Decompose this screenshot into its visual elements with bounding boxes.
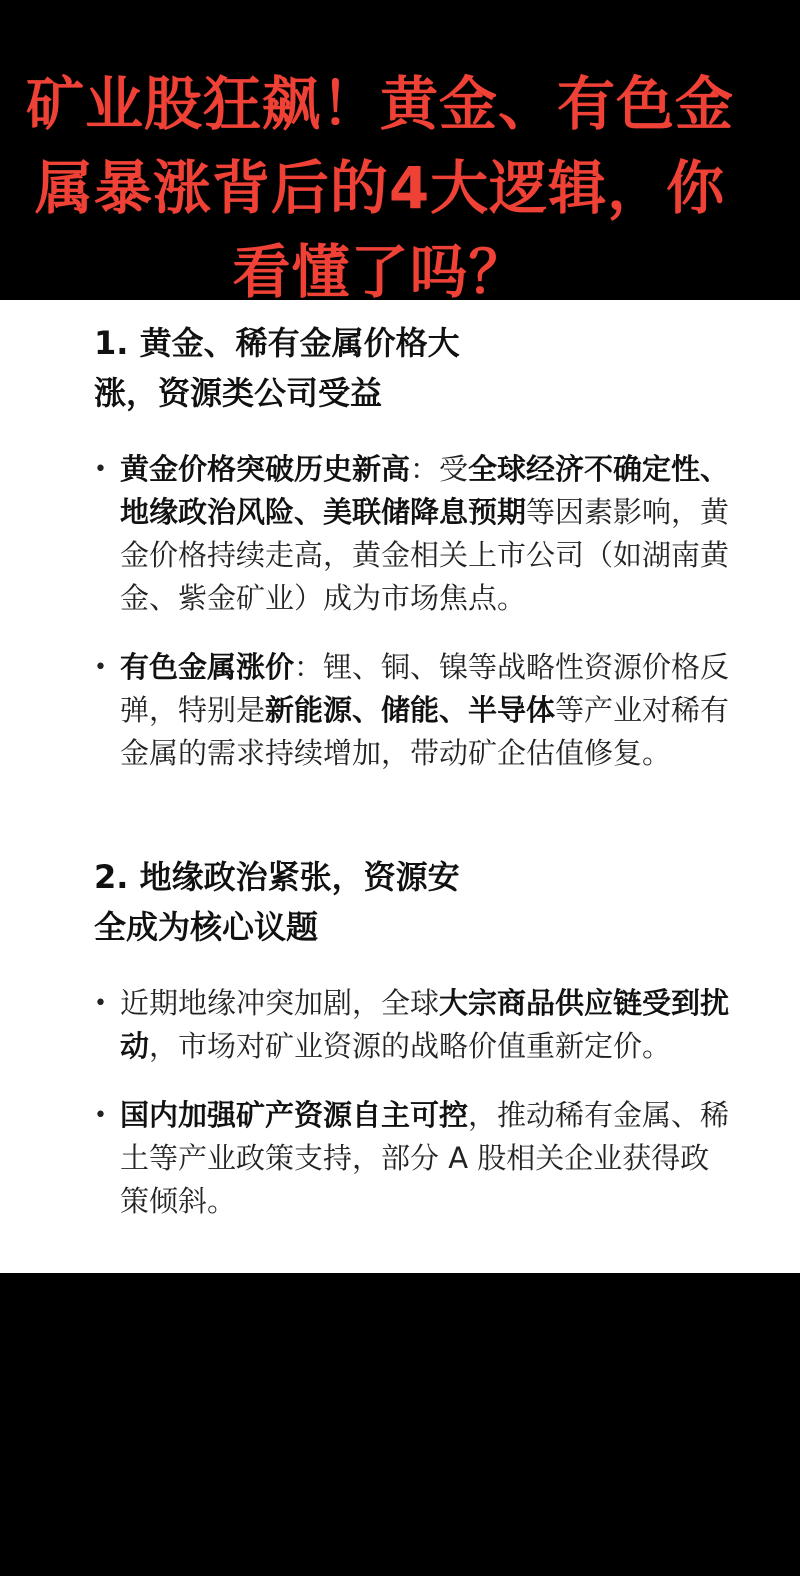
section-title: 2. 地缘政治紧张，资源安全成为核心议题 <box>94 858 460 946</box>
bullet-list <box>94 982 734 1223</box>
bullet-marker: • <box>94 991 107 1016</box>
bullet-text: 黄金价格突破历史新高：受全球经济不确定性、地缘政治风险、美联储降息预期等因素影响，黄金价格持续走高，黄金相关上市公司（如湖南黄金、紫金矿业）成为市场焦点。 <box>120 452 730 615</box>
section-2 <box>94 852 734 1249</box>
headline: 矿业股狂飙！黄金、有色金属暴涨背后的4大逻辑，你看懂了吗？ <box>25 70 734 306</box>
list-item <box>94 982 734 1068</box>
list-item <box>94 1094 734 1223</box>
bullet-text: 国内加强矿产资源自主可控，推动稀有金属、稀土等产业政策支持，部分 A 股相关企业获得政策倾斜。 <box>120 1098 730 1218</box>
bottom-black-band <box>0 1273 800 1576</box>
section-title: 1. 黄金、稀有金属价格大涨，资源类公司受益 <box>94 324 460 412</box>
list-item <box>94 646 734 775</box>
section-1 <box>94 318 734 801</box>
bullet-marker: • <box>94 457 107 482</box>
bullet-text: 近期地缘冲突加剧，全球大宗商品供应链受到扰动，市场对矿业资源的战略价值重新定价。 <box>120 986 730 1063</box>
bullet-list <box>94 448 734 775</box>
bullet-marker: • <box>94 655 107 680</box>
bullet-marker: • <box>94 1103 107 1128</box>
list-item <box>94 448 734 620</box>
bullet-text: 有色金属涨价：锂、铜、镍等战略性资源价格反弹，特别是新能源、储能、半导体等产业对稀有金属的需求持续增加，带动矿企估值修复。 <box>120 650 730 770</box>
